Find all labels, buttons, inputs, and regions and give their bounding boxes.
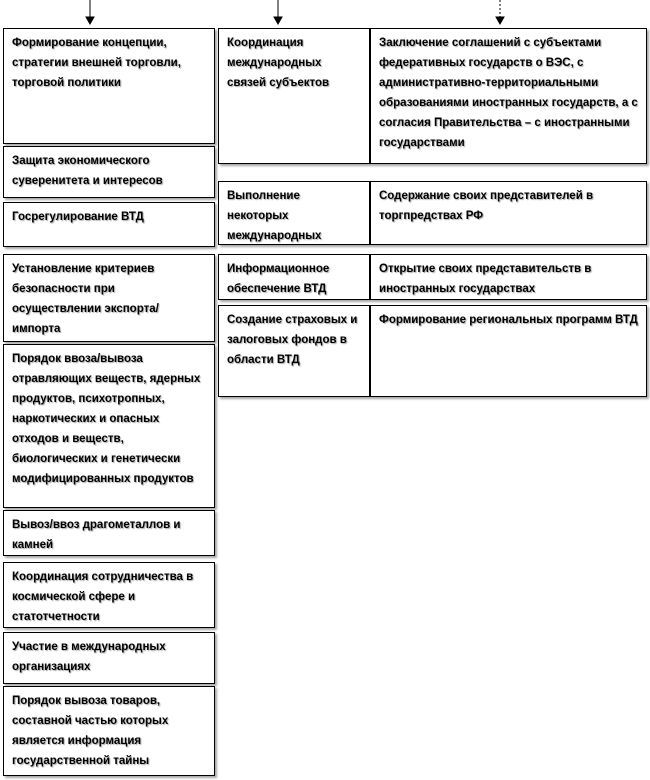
middle-box-insurance-funds: Создание страховых и залоговых фондов в области ВТД xyxy=(218,305,370,397)
middle-box-coordination: Координация международных связей субъектов xyxy=(218,28,370,164)
right-box-regional-programs: Формирование региональных программ ВТД xyxy=(370,305,647,397)
arrow-middle xyxy=(274,0,282,24)
left-box-state-regulation: Госрегулирование ВТД xyxy=(3,202,215,247)
middle-box-information-support: Информационное обеспечение ВТД xyxy=(218,254,370,300)
left-box-concept: Формирование концепции, стратегии внешней торговли, торговой политики xyxy=(3,28,215,144)
right-box-agreements: Заключение соглашений с субъектами федеративных государств о ВЭС, с административно-территориальными образованиями иностранных государств, а с согласия Правительства – с иностранными государствами xyxy=(370,28,647,164)
arrow-right xyxy=(496,0,504,24)
arrow-left xyxy=(86,0,94,24)
connector-arrows xyxy=(0,0,650,30)
left-box-security-criteria: Установление критериев безопасности при осуществлении экспорта/импорта xyxy=(3,254,215,342)
left-box-precious-metals: Вывоз/ввоз драгометаллов и камней xyxy=(3,510,215,556)
left-box-international-orgs: Участие в международных организациях xyxy=(3,632,215,684)
left-box-hazardous-import-export: Порядок ввоза/вывоза отравляющих веществ, ядерных продуктов, психотропных, наркотических и опасных отходов и веществ, биологических и генетически модифицированных продуктов xyxy=(3,344,215,508)
left-box-space-cooperation: Координация сотрудничества в космической сфере и статотчетности xyxy=(3,562,215,628)
left-box-state-secret-goods: Порядок вывоза товаров, составной частью которых является информация государственной тайны xyxy=(3,686,215,776)
left-box-sovereignty: Защита экономического суверенитета и интересов xyxy=(3,146,215,198)
right-box-foreign-offices: Открытие своих представительств в иностранных государствах xyxy=(370,254,647,300)
middle-box-international-obligations: Выполнение некоторых международных xyxy=(218,181,370,245)
right-box-trade-representatives: Содержание своих представителей в торгпредствах РФ xyxy=(370,181,647,245)
